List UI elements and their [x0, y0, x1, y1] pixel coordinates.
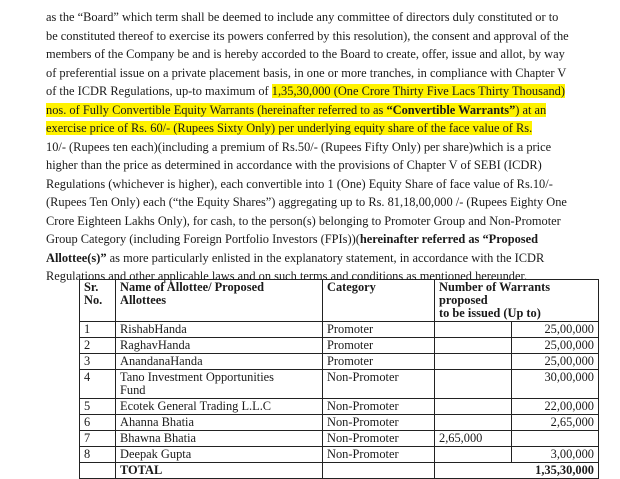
paragraph-text: Regulations (whichever is higher), each convertible into 1 (One) Equity Share of face value of Rs.10/-: [46, 176, 553, 191]
table-row: [80, 415, 599, 431]
warrants-aux-cell: [435, 415, 512, 431]
category-cell: Non-Promoter: [323, 447, 435, 463]
paragraph-line: [46, 138, 610, 157]
paragraph-line: [46, 156, 610, 175]
sr-no-cell: 5: [80, 399, 116, 415]
allottee-name-cell: Bhawna Bhatia: [116, 431, 323, 447]
sr-no-cell: 6: [80, 415, 116, 431]
highlighted-text: “Convertible Warrants”: [386, 102, 516, 117]
warrants-aux-cell: [435, 322, 512, 338]
table-row: [80, 322, 599, 338]
warrants-aux-cell: [435, 399, 512, 415]
warrants-cell: 25,00,000: [512, 338, 599, 354]
paragraph-text: as more particularly enlisted in the explanatory statement, in accordance with the ICDR: [106, 250, 545, 265]
allottee-name-cell: Ecotek General Trading L.L.C: [116, 399, 323, 415]
warrants-aux-cell: [435, 370, 512, 399]
allottee-name-cell: AnandanaHanda: [116, 354, 323, 370]
highlighted-text: 1,35,30,000 (One Crore Thirty Five Lacs Thirty Thousand): [271, 84, 565, 98]
paragraph-text: Group Category (including Foreign Portfolio Investors (FPIs))(: [46, 232, 360, 246]
paragraph-line: [46, 119, 610, 138]
warrants-cell: 3,00,000: [512, 447, 599, 463]
allottee-name-cell: Tano Investment Opportunities Fund: [116, 370, 323, 399]
paragraph-line: [46, 193, 610, 212]
sr-no-cell: 1: [80, 322, 116, 338]
paragraph-line: [46, 45, 610, 64]
sr-no-cell: 7: [80, 431, 116, 447]
paragraph-line: [46, 27, 610, 46]
paragraph-text: of the ICDR Regulations, up-to maximum of: [46, 84, 272, 98]
warrants-aux-cell: [435, 354, 512, 370]
paragraph-text: of preferential issue on a private placement basis, in one or more tranches, in compliance with Chapter V: [46, 65, 567, 80]
allottee-table: [79, 279, 599, 479]
paragraph-text: as the “Board” which term shall be deemed to include any committee of directors duly constituted or to: [46, 10, 559, 24]
paragraph-line: [46, 175, 610, 194]
warrants-aux-cell: [435, 447, 512, 463]
paragraph-text: higher than the price as determined in accordance with the provisions of Chapter V of SEBI (ICDR): [46, 158, 542, 172]
paragraph-line: [46, 212, 610, 231]
warrants-cell: 22,00,000: [512, 399, 599, 415]
sr-no-cell: 8: [80, 447, 116, 463]
paragraph-text: 10/- (Rupees ten each)(including a premium of Rs.50/- (Rupees Fifty Only) per share)which is a price: [46, 139, 552, 154]
warrants-cell: 25,00,000: [512, 354, 599, 370]
allottee-name-cell: Ahanna Bhatia: [116, 415, 323, 431]
paragraph-text: Crore Eighteen Lakhs Only), for cash, to the person(s) belonging to Promoter Group and Non-Promoter: [46, 213, 561, 228]
paragraph-line: [46, 249, 610, 268]
header-number-of-warrants: Number of Warrants proposed to be issued (Up to): [435, 280, 599, 322]
header-allottee-name: Name of Allottee/ Proposed Allottees: [116, 280, 323, 322]
highlighted-text: exercise price of Rs. 60/- (Rupees Sixty Only) per underlying equity share of the face value of Rs.: [46, 121, 533, 135]
table-row: [80, 447, 599, 463]
paragraph-text: members of the Company be and is hereby accorded to the Board to create, offer, issue and allot, by way: [46, 47, 565, 61]
paragraph-text: Allottee(s)”: [46, 250, 107, 265]
paragraph-line: [46, 82, 610, 101]
warrants-cell: 30,00,000: [512, 370, 599, 399]
paragraph-text: Regulations and other applicable laws and on such terms and conditions as mentioned hereunder.: [46, 269, 528, 283]
paragraph-line: [46, 230, 610, 249]
table-row: [80, 354, 599, 370]
total-value: 1,35,30,000: [435, 463, 599, 479]
paragraph-text: hereinafter referred as “Proposed: [359, 232, 538, 246]
total-sr-cell: [80, 463, 116, 479]
warrants-cell: 25,00,000: [512, 322, 599, 338]
allottee-name-cell: RishabHanda: [116, 322, 323, 338]
paragraph-line: [46, 101, 610, 120]
highlighted-text: ) at an: [515, 102, 547, 117]
table-row: [80, 399, 599, 415]
category-cell: Non-Promoter: [323, 431, 435, 447]
table-row: [80, 370, 599, 399]
sr-no-cell: 3: [80, 354, 116, 370]
warrants-aux-cell: [435, 338, 512, 354]
category-cell: Promoter: [323, 322, 435, 338]
table-header-row: [80, 280, 599, 322]
header-sr-no: Sr. No.: [80, 280, 116, 322]
category-cell: Promoter: [323, 338, 435, 354]
allottee-name-cell: RaghavHanda: [116, 338, 323, 354]
resolution-paragraph: [46, 8, 610, 286]
paragraph-line: [46, 64, 610, 83]
warrants-cell: 2,65,000: [512, 415, 599, 431]
sr-no-cell: 4: [80, 370, 116, 399]
warrants-aux-cell: 2,65,000: [435, 431, 512, 447]
allottee-name-cell: Deepak Gupta: [116, 447, 323, 463]
total-label: TOTAL: [116, 463, 323, 479]
paragraph-line: [46, 8, 610, 27]
category-cell: Promoter: [323, 354, 435, 370]
total-row: [80, 463, 599, 479]
total-category-cell: [323, 463, 435, 479]
category-cell: Non-Promoter: [323, 415, 435, 431]
table-row: [80, 431, 599, 447]
header-category: Category: [323, 280, 435, 322]
category-cell: Non-Promoter: [323, 399, 435, 415]
warrants-cell: [512, 431, 599, 447]
paragraph-text: be constituted thereof to exercise its powers conferred by this resolution), the consent and approval of the: [46, 28, 569, 43]
sr-no-cell: 2: [80, 338, 116, 354]
table-row: [80, 338, 599, 354]
category-cell: Non-Promoter: [323, 370, 435, 399]
highlighted-text: nos. of Fully Convertible Equity Warrants (hereinafter referred to as: [46, 102, 387, 117]
paragraph-text: (Rupees Ten Only) each (“the Equity Shares”) aggregating up to Rs. 81,18,00,000 /- (Rupees Eighty One: [46, 195, 567, 209]
